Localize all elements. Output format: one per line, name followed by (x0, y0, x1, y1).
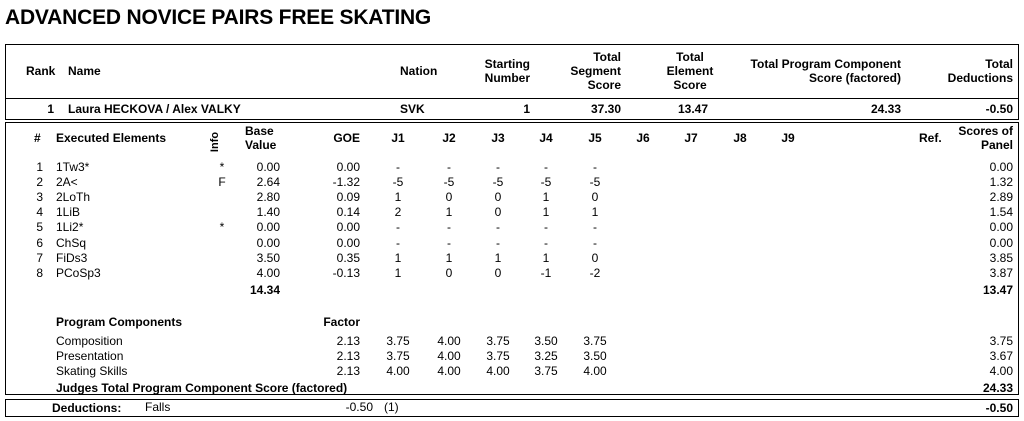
total-element-score-header: Total Element Score (666, 50, 714, 92)
element-goe: 0.00 (336, 220, 360, 235)
element-judge-score: - (447, 160, 451, 174)
element-judge-score: 2 (394, 205, 402, 220)
element-code: ChSq (56, 235, 87, 250)
total-element-score-value: 13.47 (677, 102, 708, 116)
component-judge-score: 3.75 (386, 349, 410, 364)
judge-header-j6: J6 (636, 131, 650, 145)
element-judge-score: - (496, 160, 500, 174)
element-judge-score: - (496, 220, 500, 235)
pcs-total-value: 24.33 (982, 381, 1013, 395)
element-goe: -0.13 (332, 265, 360, 280)
component-judge-score: 3.75 (583, 334, 607, 348)
component-judge-score: 3.50 (583, 349, 607, 364)
component-factor: 2.13 (336, 349, 360, 364)
element-panel-score: 3.87 (989, 265, 1013, 280)
base-value-total: 14.34 (249, 283, 280, 297)
element-judge-score: -2 (589, 265, 601, 280)
judge-header-j3: J3 (491, 131, 505, 145)
element-judge-score: -5 (443, 175, 455, 190)
component-name: Composition (56, 334, 123, 348)
num-header: # (34, 131, 41, 145)
element-code: FiDs3 (56, 250, 88, 265)
element-judge-score: - (593, 235, 597, 250)
element-panel-score: 0.00 (989, 220, 1013, 235)
element-judge-score: -5 (540, 175, 552, 190)
deductions-total: -0.50 (985, 401, 1013, 415)
element-judge-score: 0 (445, 190, 453, 205)
deductions-value: -0.50 (345, 400, 373, 414)
element-base-value: 2.80 (256, 190, 280, 205)
skater-name: Laura HECKOVA / Alex VALKY (68, 102, 241, 116)
element-judge-score: 0 (591, 250, 599, 265)
total-segment-score-value: 37.30 (590, 102, 621, 116)
deductions-label: Deductions: (52, 401, 122, 415)
judge-header-j5: J5 (588, 131, 602, 145)
element-base-value: 0.00 (256, 160, 280, 174)
component-name: Presentation (56, 349, 124, 364)
element-judge-score: - (544, 220, 548, 235)
element-judge-score: 1 (591, 205, 599, 220)
summary-divider (5, 98, 1019, 99)
pcs-total-label: Judges Total Program Component Score (factored) (56, 381, 348, 395)
element-panel-score: 0.00 (989, 160, 1013, 174)
element-judge-score: 1 (445, 250, 453, 265)
element-code: 2A< (56, 175, 78, 190)
total-segment-score-header: Total Segment Score (570, 50, 621, 92)
component-score: 4.00 (989, 364, 1013, 379)
element-judge-score: 1 (394, 190, 402, 205)
component-judge-score: 3.75 (486, 349, 510, 364)
element-code: 1Li2* (56, 220, 84, 235)
component-judge-score: 4.00 (386, 364, 410, 379)
name-header: Name (68, 64, 101, 78)
element-judge-score: 1 (542, 190, 550, 205)
elements-score-total: 13.47 (982, 283, 1013, 297)
element-judge-score: 0 (494, 205, 502, 220)
scores-of-panel-header: Scores of Panel (958, 124, 1013, 152)
element-judge-score: - (447, 235, 451, 250)
element-judge-score: 1 (542, 205, 550, 220)
element-num: 8 (36, 265, 43, 280)
element-num: 7 (36, 250, 43, 265)
element-code: PCoSp3 (56, 265, 101, 280)
element-judge-score: - (544, 160, 548, 174)
component-judge-score: 3.25 (534, 349, 558, 364)
element-base-value: 0.00 (256, 235, 280, 250)
element-goe: 0.00 (336, 160, 360, 174)
page-title: ADVANCED NOVICE PAIRS FREE SKATING (5, 6, 432, 29)
element-base-value: 0.00 (256, 220, 280, 235)
judge-header-j9: J9 (781, 131, 795, 145)
element-goe: 0.14 (336, 205, 360, 220)
element-judge-score: -5 (392, 175, 404, 190)
element-judge-score: - (396, 235, 400, 250)
total-pcs-value: 24.33 (870, 102, 901, 116)
element-info: F (218, 175, 226, 190)
element-goe: 0.09 (336, 190, 360, 205)
element-judge-score: - (496, 235, 500, 250)
component-judge-score: 4.00 (437, 334, 461, 348)
element-num: 3 (36, 190, 43, 205)
component-score: 3.75 (989, 334, 1013, 348)
component-judge-score: 4.00 (583, 364, 607, 379)
element-judge-score: -5 (589, 175, 601, 190)
component-judge-score: 3.50 (534, 334, 558, 348)
element-info: * (219, 160, 225, 174)
element-code: 1LiB (56, 205, 81, 220)
judge-header-j1: J1 (391, 131, 405, 145)
element-judge-score: 0 (494, 265, 502, 280)
element-goe: 0.00 (336, 235, 360, 250)
element-panel-score: 2.89 (989, 190, 1013, 205)
judge-header-j7: J7 (684, 131, 698, 145)
element-code: 2LoTh (56, 190, 91, 205)
element-num: 4 (36, 205, 43, 220)
goe-header: GOE (333, 131, 360, 145)
element-judge-score: - (396, 220, 400, 235)
component-judge-score: 4.00 (437, 349, 461, 364)
base-value-header: Base Value (245, 124, 277, 152)
deductions-type: Falls (145, 400, 171, 414)
element-judge-score: 1 (494, 250, 502, 265)
nation-header: Nation (400, 64, 438, 78)
element-judge-score: 0 (445, 265, 453, 280)
element-base-value: 1.40 (256, 205, 280, 220)
element-judge-score: 1 (445, 205, 453, 220)
component-judge-score: 4.00 (437, 364, 461, 379)
component-judge-score: 3.75 (486, 334, 510, 348)
component-name: Skating Skills (56, 364, 128, 379)
element-base-value: 4.00 (256, 265, 280, 280)
component-score: 3.67 (989, 349, 1013, 364)
total-deductions-header: Total Deductions (947, 57, 1013, 85)
element-judge-score: 1 (394, 265, 402, 280)
element-panel-score: 0.00 (989, 235, 1013, 250)
deductions-count: (1) (384, 400, 399, 414)
component-factor: 2.13 (336, 334, 360, 348)
element-panel-score: 3.85 (989, 250, 1013, 265)
judge-header-j8: J8 (733, 131, 747, 145)
component-factor: 2.13 (336, 364, 360, 379)
component-judge-score: 4.00 (486, 364, 510, 379)
total-pcs-header: Total Program Component Score (factored) (750, 57, 901, 85)
element-judge-score: - (593, 160, 597, 174)
component-judge-score: 3.75 (534, 364, 558, 379)
judge-header-j4: J4 (539, 131, 553, 145)
total-deductions-value: -0.50 (985, 102, 1013, 116)
element-judge-score: 1 (394, 250, 402, 265)
element-num: 5 (36, 220, 43, 235)
element-judge-score: 0 (494, 190, 502, 205)
element-num: 6 (36, 235, 43, 250)
element-num: 2 (36, 175, 43, 190)
element-judge-score: -5 (492, 175, 504, 190)
element-code: 1Tw3* (56, 160, 90, 174)
element-judge-score: 0 (591, 190, 599, 205)
executed-elements-header: Executed Elements (56, 131, 167, 145)
element-info: * (219, 220, 225, 235)
starting-number-header: Starting Number (484, 57, 530, 85)
component-judge-score: 3.75 (386, 334, 410, 348)
starting-number-value: 1 (523, 102, 530, 116)
element-judge-score: - (593, 220, 597, 235)
info-header: Info (209, 131, 222, 153)
rank-header: Rank (26, 64, 56, 78)
element-goe: -1.32 (332, 175, 360, 190)
element-judge-score: -1 (540, 265, 552, 280)
element-judge-score: - (396, 160, 400, 174)
element-judge-score: - (544, 235, 548, 250)
element-goe: 0.35 (336, 250, 360, 265)
element-panel-score: 1.32 (989, 175, 1013, 190)
element-panel-score: 1.54 (989, 205, 1013, 220)
element-base-value: 3.50 (256, 250, 280, 265)
element-judge-score: 1 (542, 250, 550, 265)
ref-header: Ref. (919, 131, 942, 145)
judge-header-j2: J2 (442, 131, 456, 145)
element-num: 1 (36, 160, 43, 174)
rank-value: 1 (47, 102, 54, 116)
element-base-value: 2.64 (256, 175, 280, 190)
nation-value: SVK (400, 102, 425, 116)
program-components-heading: Program Components (56, 315, 183, 329)
factor-header: Factor (323, 315, 360, 329)
element-judge-score: - (447, 220, 451, 235)
